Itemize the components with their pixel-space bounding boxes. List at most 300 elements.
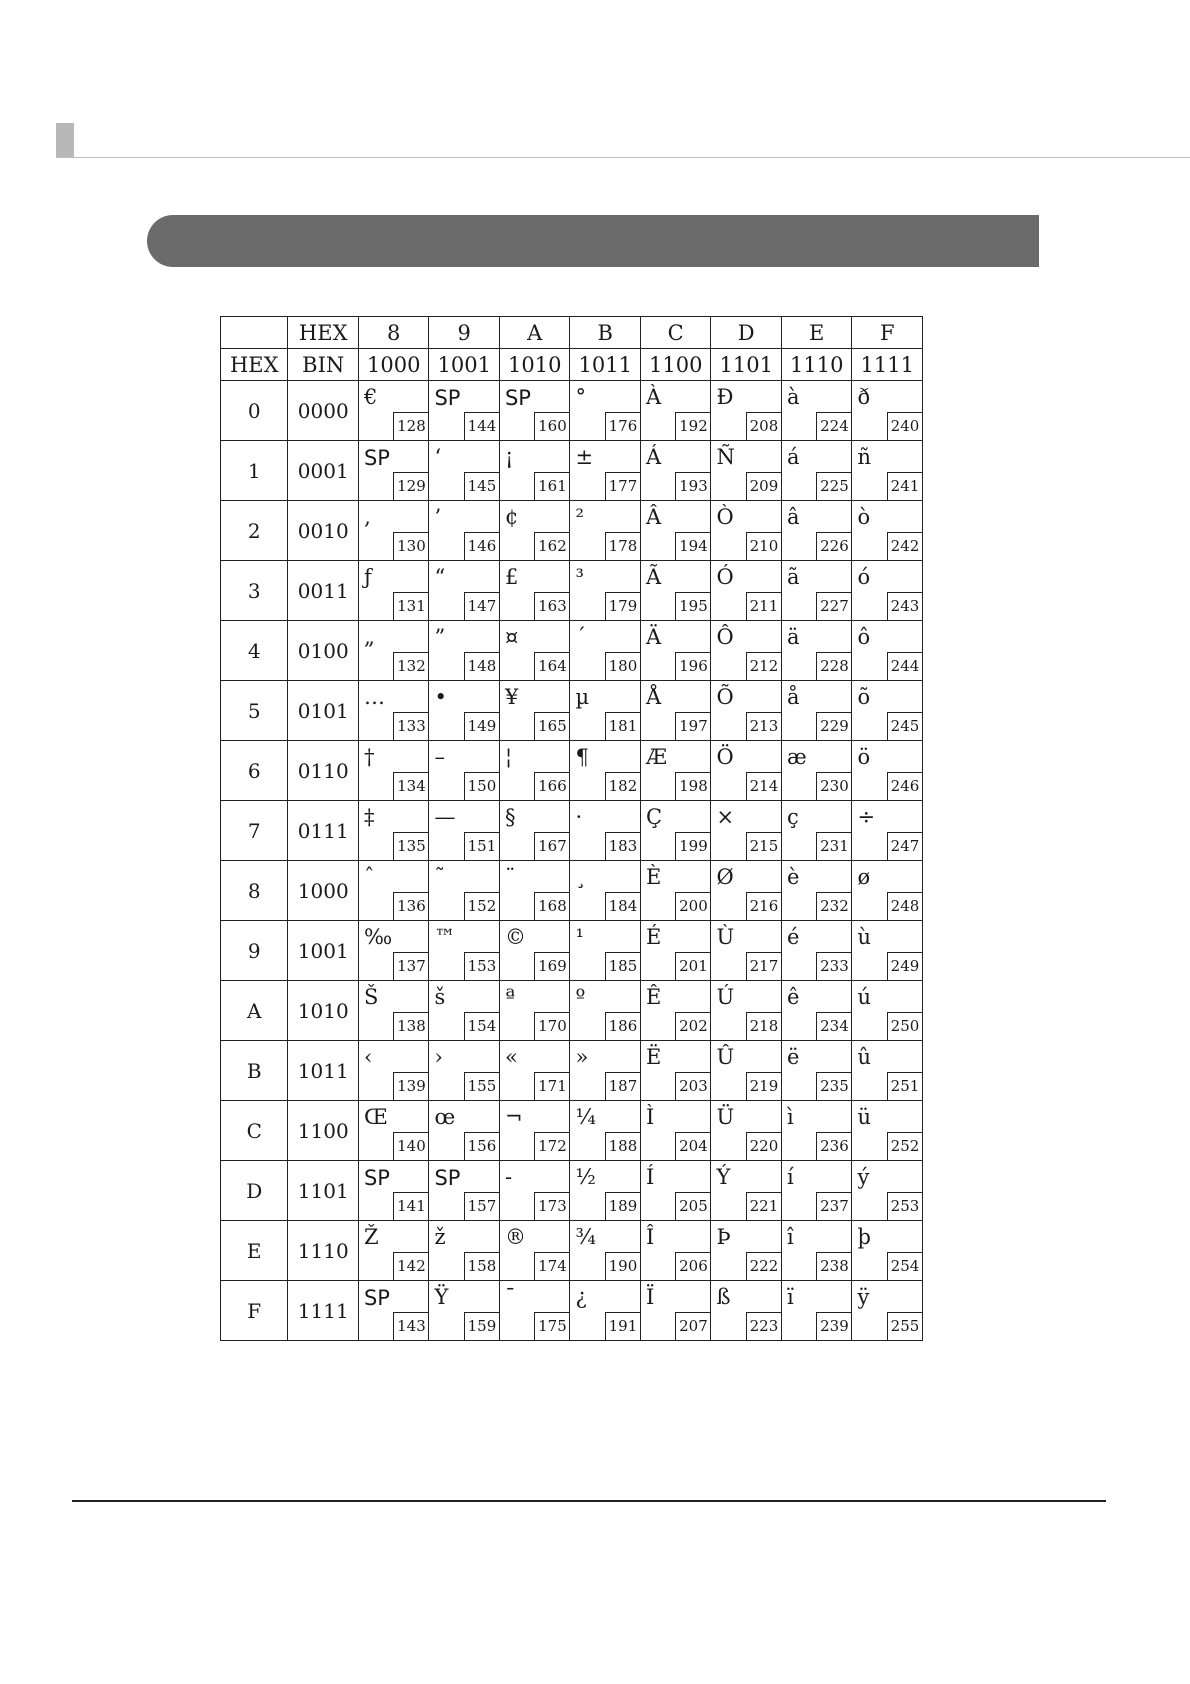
decimal-code: 140: [393, 1132, 428, 1160]
code-cell: [781, 741, 852, 801]
header-bin-1110: 1110: [781, 349, 852, 381]
character-glyph: Ô: [716, 625, 734, 649]
character-glyph: Ñ: [716, 445, 735, 469]
character-glyph: º: [575, 985, 586, 1009]
code-cell: [781, 1281, 852, 1341]
character-glyph: ¬: [504, 1105, 523, 1129]
character-glyph: œ: [434, 1105, 456, 1129]
character-glyph: ²: [575, 505, 584, 529]
code-cell: [499, 1161, 570, 1221]
decimal-code: 197: [675, 712, 710, 740]
code-cell: [358, 1161, 429, 1221]
code-cell: [570, 681, 641, 741]
table-row: [221, 1041, 923, 1101]
decimal-code: 178: [605, 532, 640, 560]
character-glyph: ú: [857, 985, 871, 1009]
decimal-code: 246: [887, 772, 922, 800]
character-glyph: æ: [786, 745, 807, 769]
code-cell: [781, 441, 852, 501]
row-hex-label: B: [221, 1041, 288, 1101]
code-cell: [711, 921, 782, 981]
character-glyph: «: [504, 1045, 518, 1069]
character-glyph: Þ: [716, 1225, 731, 1249]
code-cell: [570, 441, 641, 501]
decimal-code: 209: [746, 472, 781, 500]
decimal-code: 228: [816, 652, 851, 680]
code-cell: [711, 681, 782, 741]
decimal-code: 128: [393, 412, 428, 440]
decimal-code: 173: [534, 1192, 569, 1220]
code-cell: [781, 861, 852, 921]
row-hex-label: 5: [221, 681, 288, 741]
character-glyph: ·: [575, 805, 583, 829]
decimal-code: 223: [746, 1312, 781, 1340]
character-glyph: —: [434, 805, 456, 829]
code-cell: [852, 621, 923, 681]
character-glyph: â: [786, 505, 800, 529]
code-cell: [640, 1041, 711, 1101]
decimal-code: 233: [816, 952, 851, 980]
decimal-code: 254: [887, 1252, 922, 1280]
decimal-code: 160: [534, 412, 569, 440]
decimal-code: 141: [393, 1192, 428, 1220]
character-glyph: ª: [504, 985, 515, 1009]
row-bin-label: 1110: [288, 1221, 359, 1281]
code-cell: [711, 1101, 782, 1161]
character-glyph: Â: [645, 505, 662, 529]
decimal-code: 137: [393, 952, 428, 980]
character-glyph: ³: [575, 565, 584, 589]
row-bin-label: 0010: [288, 501, 359, 561]
header-hex-c: C: [640, 317, 711, 349]
code-cell: [570, 921, 641, 981]
row-bin-label: 0001: [288, 441, 359, 501]
page-header-marker: [56, 123, 74, 158]
row-bin-label: 0000: [288, 381, 359, 441]
code-cell: [570, 741, 641, 801]
character-glyph: Á: [645, 445, 662, 469]
character-glyph: Ù: [716, 925, 735, 949]
decimal-code: 204: [675, 1132, 710, 1160]
decimal-code: 147: [464, 592, 499, 620]
character-glyph: ×: [716, 805, 735, 829]
character-glyph: î: [786, 1225, 794, 1249]
decimal-code: 145: [464, 472, 499, 500]
character-glyph: Å: [645, 685, 662, 709]
table-row: [221, 1101, 923, 1161]
character-glyph: Ý: [716, 1165, 731, 1189]
row-bin-label: 1111: [288, 1281, 359, 1341]
code-cell: [358, 1281, 429, 1341]
character-glyph: Š: [363, 985, 379, 1009]
code-cell: [499, 381, 570, 441]
character-glyph: ù: [857, 925, 871, 949]
decimal-code: 194: [675, 532, 710, 560]
code-cell: [711, 741, 782, 801]
character-glyph: ˆ: [363, 865, 375, 889]
table-row: [221, 801, 923, 861]
character-glyph: á: [786, 445, 800, 469]
code-cell: [852, 681, 923, 741]
row-hex-label: 7: [221, 801, 288, 861]
decimal-code: 248: [887, 892, 922, 920]
character-code-table: [220, 316, 923, 1341]
table-row: [221, 1221, 923, 1281]
code-cell: [429, 981, 500, 1041]
code-cell: [570, 621, 641, 681]
code-cell: [852, 861, 923, 921]
code-cell: [499, 861, 570, 921]
character-glyph: Ž: [363, 1225, 379, 1249]
decimal-code: 169: [534, 952, 569, 980]
code-cell: [711, 441, 782, 501]
header-hex-b: B: [570, 317, 641, 349]
decimal-code: 162: [534, 532, 569, 560]
code-cell: [711, 801, 782, 861]
code-cell: [429, 441, 500, 501]
code-cell: [570, 1161, 641, 1221]
code-cell: [358, 1101, 429, 1161]
row-hex-label: E: [221, 1221, 288, 1281]
decimal-code: 183: [605, 832, 640, 860]
character-glyph: õ: [857, 685, 871, 709]
character-glyph: SP: [363, 1166, 390, 1190]
character-glyph: ’: [434, 505, 442, 529]
character-glyph: ‰: [363, 925, 393, 949]
decimal-code: 151: [464, 832, 499, 860]
character-glyph: Ú: [716, 985, 735, 1009]
code-cell: [358, 981, 429, 1041]
page-footer-rule: [72, 1500, 1106, 1502]
decimal-code: 252: [887, 1132, 922, 1160]
character-glyph: ™: [434, 925, 456, 949]
decimal-code: 253: [887, 1192, 922, 1220]
character-glyph: ž: [434, 1225, 446, 1249]
code-cell: [640, 861, 711, 921]
decimal-code: 232: [816, 892, 851, 920]
code-cell: [499, 1281, 570, 1341]
decimal-code: 139: [393, 1072, 428, 1100]
code-cell: [781, 501, 852, 561]
character-glyph: ï: [786, 1285, 794, 1309]
code-cell: [570, 1101, 641, 1161]
character-glyph: ¤: [504, 625, 519, 649]
decimal-code: 143: [393, 1312, 428, 1340]
character-glyph: Ð: [716, 385, 734, 409]
character-glyph: ¶: [575, 745, 589, 769]
character-glyph: ¥: [504, 685, 519, 709]
code-cell: [499, 501, 570, 561]
character-glyph: ¯: [504, 1285, 516, 1309]
decimal-code: 217: [746, 952, 781, 980]
character-glyph: Ó: [716, 565, 734, 589]
character-glyph: £: [504, 565, 519, 589]
header-bin-label: BIN: [288, 349, 359, 381]
decimal-code: 149: [464, 712, 499, 740]
code-cell: [640, 441, 711, 501]
decimal-code: 213: [746, 712, 781, 740]
code-cell: [570, 501, 641, 561]
code-cell: [570, 561, 641, 621]
row-bin-label: 0100: [288, 621, 359, 681]
header-bin-1100: 1100: [640, 349, 711, 381]
decimal-code: 189: [605, 1192, 640, 1220]
row-hex-label: 0: [221, 381, 288, 441]
decimal-code: 245: [887, 712, 922, 740]
code-cell: [781, 1101, 852, 1161]
character-glyph: ü: [857, 1105, 871, 1129]
character-glyph: ô: [857, 625, 871, 649]
decimal-code: 247: [887, 832, 922, 860]
decimal-code: 186: [605, 1012, 640, 1040]
header-row-hex-label: HEX: [221, 349, 288, 381]
decimal-code: 157: [464, 1192, 499, 1220]
decimal-code: 129: [393, 472, 428, 500]
character-glyph: •: [434, 685, 447, 709]
decimal-code: 153: [464, 952, 499, 980]
header-bin-1101: 1101: [711, 349, 782, 381]
character-glyph: “: [434, 565, 446, 589]
row-hex-label: F: [221, 1281, 288, 1341]
code-cell: [429, 921, 500, 981]
decimal-code: 176: [605, 412, 640, 440]
decimal-code: 180: [605, 652, 640, 680]
table-row: [221, 981, 923, 1041]
code-cell: [711, 501, 782, 561]
code-cell: [499, 1101, 570, 1161]
row-hex-label: 1: [221, 441, 288, 501]
character-glyph: ¹: [575, 925, 584, 949]
decimal-code: 155: [464, 1072, 499, 1100]
code-cell: [429, 1041, 500, 1101]
decimal-code: 222: [746, 1252, 781, 1280]
decimal-code: 134: [393, 772, 428, 800]
code-cell: [852, 1281, 923, 1341]
decimal-code: 158: [464, 1252, 499, 1280]
decimal-code: 179: [605, 592, 640, 620]
table-row: [221, 381, 923, 441]
code-cell: [640, 921, 711, 981]
code-cell: [781, 561, 852, 621]
code-cell: [640, 741, 711, 801]
decimal-code: 182: [605, 772, 640, 800]
decimal-code: 207: [675, 1312, 710, 1340]
row-hex-label: D: [221, 1161, 288, 1221]
code-cell: [852, 1161, 923, 1221]
character-glyph: ä: [786, 625, 800, 649]
page-header-rule: [56, 157, 1190, 158]
character-glyph: Ä: [645, 625, 662, 649]
code-cell: [852, 381, 923, 441]
header-corner: [221, 317, 288, 349]
code-cell: [640, 801, 711, 861]
character-glyph: ½: [575, 1165, 596, 1189]
table-row: [221, 1161, 923, 1221]
code-cell: [640, 621, 711, 681]
code-cell: [570, 981, 641, 1041]
code-cell: [358, 741, 429, 801]
decimal-code: 154: [464, 1012, 499, 1040]
character-glyph: ”: [434, 625, 446, 649]
character-glyph: ¦: [504, 745, 513, 769]
decimal-code: 188: [605, 1132, 640, 1160]
decimal-code: 249: [887, 952, 922, 980]
character-glyph: SP: [434, 386, 461, 410]
decimal-code: 171: [534, 1072, 569, 1100]
header-bin-1000: 1000: [358, 349, 429, 381]
code-cell: [499, 1041, 570, 1101]
decimal-code: 181: [605, 712, 640, 740]
code-cell: [358, 501, 429, 561]
decimal-code: 165: [534, 712, 569, 740]
decimal-code: 206: [675, 1252, 710, 1280]
decimal-code: 175: [534, 1312, 569, 1340]
code-cell: [781, 921, 852, 981]
decimal-code: 243: [887, 592, 922, 620]
decimal-code: 198: [675, 772, 710, 800]
row-hex-label: 9: [221, 921, 288, 981]
row-hex-label: 3: [221, 561, 288, 621]
character-glyph: SP: [363, 1286, 390, 1310]
character-glyph: „: [363, 625, 375, 649]
character-glyph: À: [645, 385, 662, 409]
character-glyph: Î: [645, 1225, 655, 1249]
character-glyph: SP: [363, 446, 390, 470]
row-bin-label: 1001: [288, 921, 359, 981]
row-bin-label: 1010: [288, 981, 359, 1041]
character-glyph: à: [786, 385, 800, 409]
decimal-code: 187: [605, 1072, 640, 1100]
row-bin-label: 0101: [288, 681, 359, 741]
decimal-code: 200: [675, 892, 710, 920]
character-glyph: é: [786, 925, 800, 949]
character-glyph: ã: [786, 565, 800, 589]
code-cell: [852, 441, 923, 501]
code-cell: [358, 1041, 429, 1101]
table-row: [221, 681, 923, 741]
decimal-code: 190: [605, 1252, 640, 1280]
character-glyph: ©: [504, 925, 526, 949]
code-cell: [640, 381, 711, 441]
code-cell: [499, 801, 570, 861]
table-row: [221, 501, 923, 561]
code-cell: [499, 441, 570, 501]
code-cell: [781, 681, 852, 741]
code-cell: [781, 981, 852, 1041]
character-glyph: Ç: [645, 805, 663, 829]
header-hex-e: E: [781, 317, 852, 349]
decimal-code: 192: [675, 412, 710, 440]
character-glyph: €: [363, 385, 378, 409]
decimal-code: 199: [675, 832, 710, 860]
code-cell: [358, 921, 429, 981]
character-glyph: ö: [857, 745, 871, 769]
decimal-code: 210: [746, 532, 781, 560]
decimal-code: 185: [605, 952, 640, 980]
code-cell: [570, 1281, 641, 1341]
decimal-code: 202: [675, 1012, 710, 1040]
character-glyph: ÷: [857, 805, 876, 829]
code-cell: [711, 1041, 782, 1101]
code-cell: [570, 801, 641, 861]
code-cell: [499, 741, 570, 801]
character-glyph: ¡: [504, 445, 514, 469]
code-cell: [852, 1041, 923, 1101]
header-row-hex: [221, 317, 923, 349]
character-glyph: »: [575, 1045, 589, 1069]
code-cell: [429, 861, 500, 921]
decimal-code: 250: [887, 1012, 922, 1040]
table-row: [221, 741, 923, 801]
header-bin-1010: 1010: [499, 349, 570, 381]
row-bin-label: 1011: [288, 1041, 359, 1101]
table-row: [221, 441, 923, 501]
code-cell: [852, 1221, 923, 1281]
decimal-code: 240: [887, 412, 922, 440]
character-glyph: Í: [645, 1165, 655, 1189]
code-cell: [429, 801, 500, 861]
row-hex-label: 2: [221, 501, 288, 561]
decimal-code: 142: [393, 1252, 428, 1280]
character-glyph: ¢: [504, 505, 519, 529]
decimal-code: 150: [464, 772, 499, 800]
character-glyph: í: [786, 1165, 794, 1189]
table-row: [221, 1281, 923, 1341]
decimal-code: 164: [534, 652, 569, 680]
decimal-code: 148: [464, 652, 499, 680]
decimal-code: 236: [816, 1132, 851, 1160]
code-cell: [499, 1221, 570, 1281]
code-cell: [429, 1101, 500, 1161]
code-cell: [711, 621, 782, 681]
code-cell: [711, 381, 782, 441]
code-cell: [570, 381, 641, 441]
decimal-code: 212: [746, 652, 781, 680]
header-hex-9: 9: [429, 317, 500, 349]
character-glyph: Ò: [716, 505, 734, 529]
row-hex-label: A: [221, 981, 288, 1041]
table-row: [221, 561, 923, 621]
decimal-code: 205: [675, 1192, 710, 1220]
character-glyph: ®: [504, 1225, 526, 1249]
character-glyph: Æ: [645, 745, 667, 769]
section-title-bar: [147, 215, 1039, 267]
decimal-code: 167: [534, 832, 569, 860]
character-glyph: °: [575, 385, 586, 409]
code-cell: [640, 561, 711, 621]
code-cell: [429, 381, 500, 441]
decimal-code: 237: [816, 1192, 851, 1220]
row-bin-label: 1101: [288, 1161, 359, 1221]
character-glyph: §: [504, 805, 516, 829]
character-glyph: -: [504, 1165, 513, 1189]
code-cell: [429, 621, 500, 681]
character-glyph: ´: [575, 625, 586, 649]
character-glyph: ñ: [857, 445, 871, 469]
row-bin-label: 0110: [288, 741, 359, 801]
header-row-bin: [221, 349, 923, 381]
code-cell: [640, 1281, 711, 1341]
decimal-code: 191: [605, 1312, 640, 1340]
code-cell: [570, 1221, 641, 1281]
header-bin-1011: 1011: [570, 349, 641, 381]
row-hex-label: C: [221, 1101, 288, 1161]
character-glyph: SP: [434, 1166, 461, 1190]
decimal-code: 255: [887, 1312, 922, 1340]
table-row: [221, 921, 923, 981]
character-glyph: ç: [786, 805, 799, 829]
decimal-code: 221: [746, 1192, 781, 1220]
